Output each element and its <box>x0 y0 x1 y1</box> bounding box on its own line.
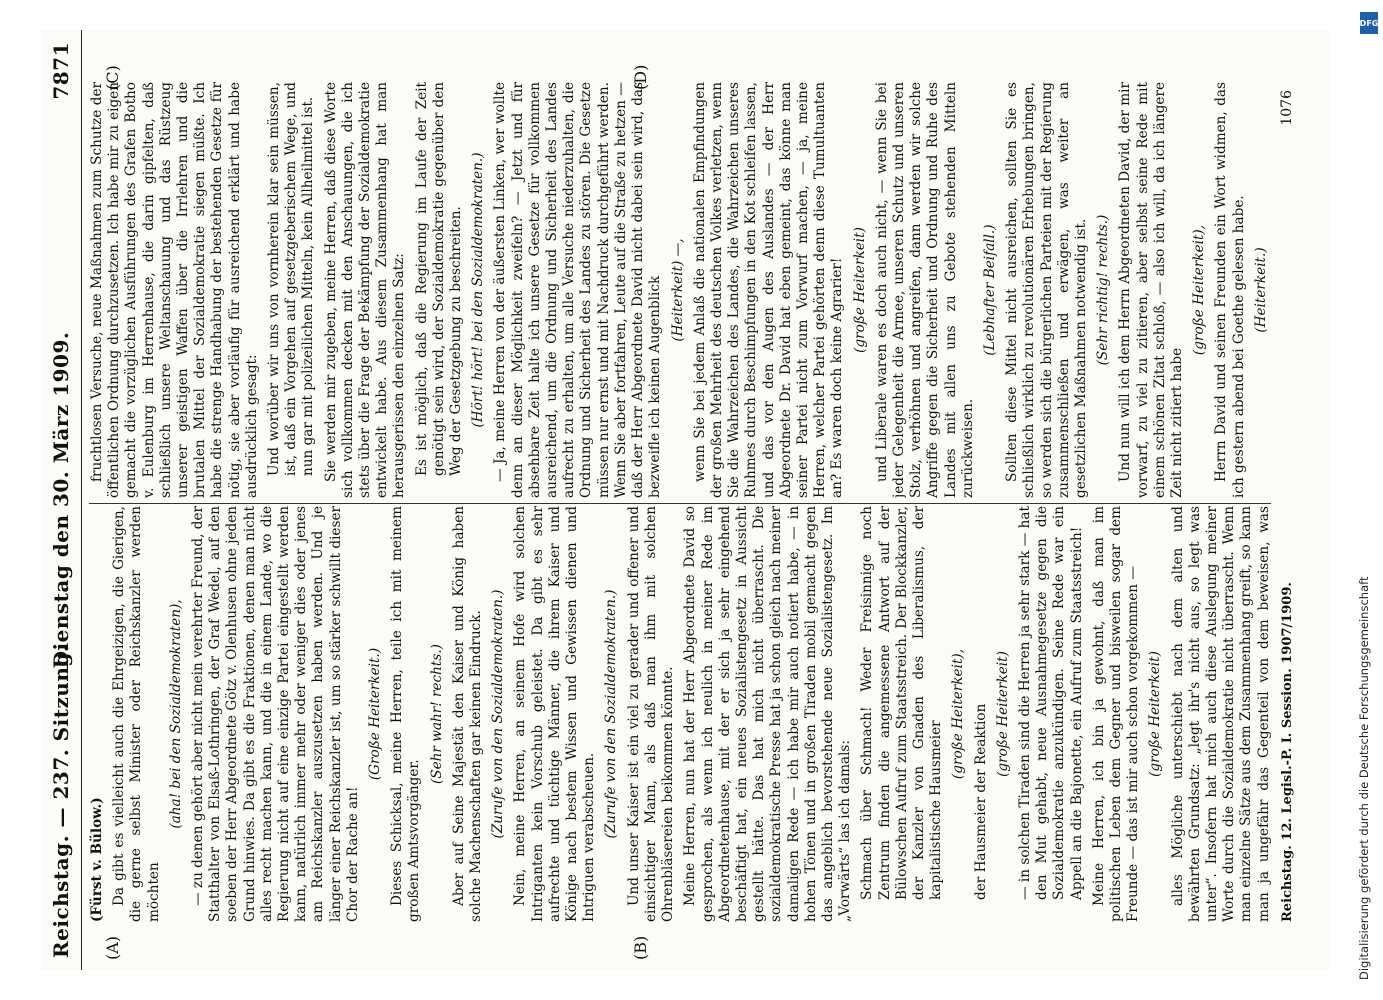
paragraph: Und nun will ich dem Herrn Abgeordneten David, der mir vorwarf, zu viel zu zitieren, aber selbst seine Rede mit einem schönen Zitat schloß, — also ich will, da ich längere Zeit nicht zitiert habe <box>1117 82 1185 498</box>
paragraph: Sie werden mir zugeben, meine Herren, daß diese Worte sich vollkommen decken mit den Anschauungen, die ich stets über die Frage der Bekämpfung der Sozialdemokratie entwickelt habe. Aus diesem Zusammenhang hat man herausgerissen den einzelnen Satz: <box>322 82 408 498</box>
margin-mark-c: (C) <box>103 65 122 90</box>
interjection: (Große Heiterkeit.) <box>367 647 384 781</box>
quoted-passage: Schmach über Schmach! Weder Freisinnige noch Zentrum finden die angemessene Antwort auf der Bülowschen Aufruf zum Staatsstreich. Der Blockkanzler, der Kanzler von Gnaden des Liberalismus, der kapitalistische Hausmeier <box>859 506 945 900</box>
paragraph: Da gibt es vielleicht auch die Ehrgeizigen, die Gierigen, die gerne selbst Minister oder Reichskanzler werden möchten <box>111 506 162 922</box>
quoted-passage: Es ist möglich, daß die Regierung im Laufe der Zeit genötigt sein wird, der Sozialdemokratie gegenüber den Weg der Gesetzgebung zu beschreiten. <box>413 82 465 476</box>
paragraph: Und unser Kaiser ist ein viel zu gerader und offener und einsichtiger Mann, als daß man ihm mit solchen Ohrenbläsereien beikommen könnte. <box>625 506 677 922</box>
header-session: Reichstag. — 237. Sitzung. <box>49 644 73 958</box>
margin-mark-d: (D) <box>631 64 650 90</box>
margin-mark-a: (A) <box>103 935 122 960</box>
interjection: (Hört! hört! bei den Sozialdemokraten.) <box>470 152 487 428</box>
quoted-passage: der Hausmeier der Reaktion <box>972 703 989 900</box>
paragraph: und Liberale waren es doch auch nicht, — wenn Sie bei jeder Gelegenheit die Armee, unseren Schutz und unseren Stolz, verhöhnen und angreifen, dann werden wir solche Angriffe gegen die Sicherheit und Ordnung und Ruhe des Landes mit allen uns zu Gebote stehenden Mitteln zurückweisen. <box>873 82 976 498</box>
quoted-passage: — in solchen Tiraden sind die Herren ja sehr stark — hat den Mut gehabt, neue Ausnahmegesetze gegen die Sozialdemokratie anzukündigen. Seine Rede war ein Appell an die Bajonette, ein Aufruf zum Staatsstreich! <box>1016 506 1085 900</box>
paragraph: Aber auf Seine Majestät den Kaiser und König haben solche Machenschaften gar keinen Eindruck. <box>450 506 485 922</box>
interjection: (Heiterkeit.) <box>1252 247 1269 333</box>
text-column-right <box>89 82 1273 498</box>
paragraph: alles Mögliche unterschiebt nach dem alten und bewährten Grundsatz: „legt ihr's nicht aus, so legt was unter“. Insofern hat mich auch diese Auslegung meiner Worte durch die Sozialdemokratie nicht überrascht. Wenn man einzelne Sätze aus dem Zusammenhang greift, so kann man ja ungefähr das Gegenteil von dem beweisen, was <box>1169 506 1272 922</box>
interjection: (große Heiterkeit), <box>950 648 967 780</box>
digitization-credit <box>1352 500 1376 980</box>
header-date: Dienstag den 30. März 1909. <box>49 331 73 669</box>
footer-sheet-number: 1076 <box>1279 90 1295 126</box>
digitization-credit-text: Digitalisierung gefördert durch die Deutsche Forschungsgemeinschaft <box>1357 576 1371 980</box>
interjection: (große Heiterkeit) <box>1147 651 1164 777</box>
header-page-number: 7871 <box>49 42 73 100</box>
paragraph: Nein, meine Herren, an seinem Hofe wird solchen Intriganten kein Vorschub geleistet. Da gibt es sehr aufrechte und tüchtige Männer, die ihrem Kaiser und Könige nach bestem Wissen und Gewissen dienen und Intriguen verabscheuen. <box>512 506 598 922</box>
interjection: (große Heiterkeit) <box>994 651 1011 777</box>
paragraph: Sollten diese Mittel nicht ausreichen, sollten Sie es schließlich wirklich zu revolutionären Erhebungen bringen, so werden sich die bürgerlichen Parteien mit der Regierung zusammenschließen und erwägen, was weiter an gesetzlichen Maßnahmen notwendig ist. <box>1004 82 1089 498</box>
paragraph: — zu denen gehört aber nicht mein verehrter Freund, der Statthalter von Elsaß-Lothringen, der Graf Wedel, auf den soeben der Herr Abgeordnete Götz v. Olenhusen ohne jeden Grund hinwies. Da gibt es die Fraktionen, denen man nicht alles recht machen kann, und die in einem Lande, wo die Regierung nicht auf eine einzige Partei eingestellt werden kann, natürlich immer mehr oder weniger dies oder jenes am Reichskanzler auszusetzen haben werden. Und je länger einer Reichskanzler ist, um so stärker schwillt dieser Chor der Rache an! <box>190 506 361 922</box>
paragraph: — Ja, meine Herren von der äußersten Linken, wer wollte denn an dieser Möglichkeit zweifeln? — Jetzt und für absehbare Zeit halte ich unsere Gesetze für vollkommen ausreichend, um die Ordnung und Sicherheit des Landes aufrecht zu erhalten, um alle Versuche niederzuhalten, die Ordnung und Sicherheit des Landes zu stören. Die Gesetze müssen nur ernst und mit Nachdruck durchgeführt werden. Wenn Sie aber fortfahren, Leute auf die Straße zu hetzen — daß der Herr Abgeordnete David nicht dabei sein wird, das bezweifle ich keinen Augenblick <box>492 82 664 498</box>
interjection: (große Heiterkeit) <box>851 227 868 353</box>
margin-mark-b: (B) <box>631 935 650 960</box>
quoted-passage: Und worüber wir uns von vornherein klar sein müssen, ist, daß ein Vorgehen auf gesetzgeberischem Wege, und nun gar mit polizeilichen Mitteln, kein Allheilmittel ist. <box>266 82 317 476</box>
page-header <box>41 30 82 970</box>
paragraph: wenn Sie bei jedem Anlaß die nationalen Empfindungen der großen Mehrheit des deutschen Volkes verletzen, wenn Sie die Wahrzeichen des Landes, die Wahrzeichen unseres Ruhmes durch Beschimpfungen in den Kot schleifen lassen, und das vor den Augen des Auslandes — der Herr Abgeordnete Dr. David hat eben gemeint, das könne man seiner Partei nicht zum Vorwurf machen, — ja, meine Herren, welcher Partei gehörten denn diese Tumultuanten an? Es waren doch keine Agrarier! <box>691 82 846 498</box>
rotated-document-page <box>41 30 1331 970</box>
interjection: (aha! bei den Sozialdemokraten), <box>167 599 184 829</box>
interjection: (Zurufe von den Sozialdemokraten.) <box>603 589 620 839</box>
interjection: (Heiterkeit) —, <box>669 238 686 342</box>
paragraph: Dieses Schicksal, meine Herren, teile ich mit meinem großen Amtsvorgänger. <box>389 506 423 922</box>
paragraph: Meine Herren, nun hat der Herr Abgeordnete David so gesprochen, als wenn ich neulich in meiner Rede im Abgeordnetenhause, mit der er sich ja sehr eingehend beschäftigt hat, ein neues Sozialistengesetz in Aussicht gestellt hätte. Das hat mich nicht überrascht. Die sozialdemokratische Presse hat ja schon gleich nach meiner damaligen Rede — ich habe mir auch notiert habe, — in hohen Tönen und in großen Tiraden mobil gemacht gegen das angeblich bevorstehende neue Sozialistengesetz. Im „Vorwärts“ las ich damals: <box>682 506 854 922</box>
interjection: (Sehr wahr! rechts.) <box>428 644 445 784</box>
paragraph: Herrn David und seinen Freunden ein Wort widmen, das ich gestern abend bei Goethe gelesen habe. <box>1213 82 1247 498</box>
paragraph: fruchtlosen Versuche, neue Maßnahmen zum Schutze der öffentlichen Ordnung durchzusetzen. Ich habe mir zu eigen gemacht die vorzüglichen Ausführungen des Grafen Botho v. Eulenburg im Herrenhause, die darin gipfelten, daß schließlich unsere Weltanschauung und das Rüstzeug unserer geistigen Waffen über die Irrlehren und die brutalen Mittel der Sozialdemokratie siegen müßte. Ich habe die strenge Handhabung der bestehenden Gesetze für nötig, sie aber vorläufig für ausreichend erklärt und habe ausdrücklich gesagt: <box>89 82 260 498</box>
column-divider <box>89 503 1271 504</box>
paragraph: Meine Herren, ich bin ja gewohnt, daß man im politischen Leben dem Gegner und bisweilen sogar dem Freunde — das ist mir auch schon vorgekommen — <box>1090 506 1142 922</box>
interjection: (Sehr richtig! rechts.) <box>1095 214 1112 366</box>
footer-session-info: Reichstag. 12. Legisl.-P. I. Session. 1907/1909. <box>1280 582 1295 922</box>
speaker-label: (Fürst v. Bülow.) <box>89 797 105 922</box>
interjection: (Zurufe von den Sozialdemokraten.) <box>490 589 507 839</box>
dfg-logo: DFG <box>1360 12 1378 34</box>
interjection: (große Heiterkeit), <box>1191 224 1208 356</box>
interjection: (Lebhafter Beifall.) <box>981 224 998 356</box>
text-column-left <box>89 506 1273 922</box>
